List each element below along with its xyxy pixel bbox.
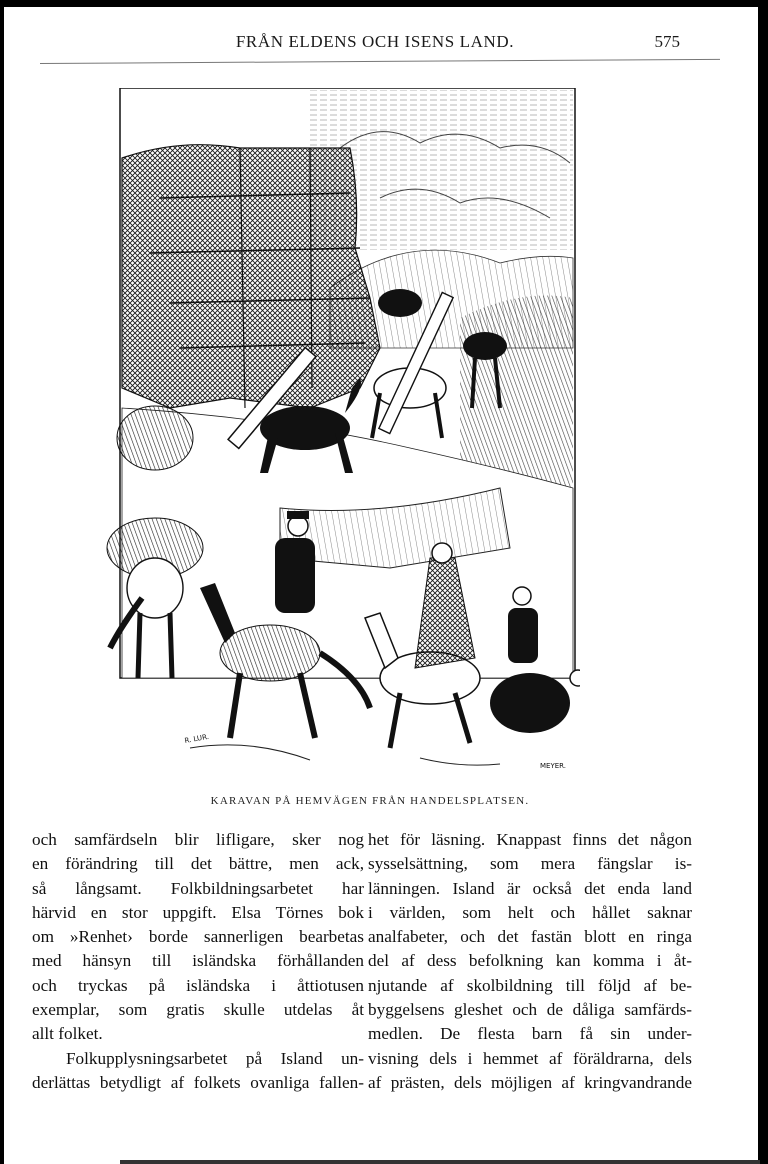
text-line: länningen. Island är också det enda land (368, 878, 692, 898)
paragraph-start-line: Folkupplysningsarbetet på Island un- (66, 1048, 364, 1068)
text-column-left (32, 828, 364, 1095)
scan-border-bottom (120, 1160, 760, 1164)
text-line: så långsamt. Folkbildningsarbetet har (32, 878, 364, 898)
artist-signature-left: R. LUR. (183, 732, 210, 745)
running-title: FRÅN ELDENS OCH ISENS LAND. (235, 32, 515, 51)
artist-signature-right: MEYER. (540, 762, 567, 770)
text-line: analfabeter, och det fastän blott en ringa (368, 927, 692, 947)
text-column-right (368, 828, 692, 1095)
text-line: af prästen, dels möjligen af kringvandrande (368, 1072, 692, 1092)
text-line: derlättas betydligt af folkets ovanliga fallen- (32, 1072, 364, 1092)
scan-border-right (758, 0, 768, 1164)
text-line: sysselsättning, som mera fängslar is- (368, 854, 692, 874)
text-line: visning dels i hemmet af föräldrarna, dels (368, 1048, 692, 1068)
scan-border-left (0, 0, 4, 1164)
text-line: om »Renhet› borde sannerligen bearbetas (32, 927, 364, 947)
text-line: het för läsning. Knappast finns det någon (368, 830, 692, 849)
page-number: 575 (654, 32, 680, 51)
text-line: och tryckas på isländska i åttiotusen (32, 975, 364, 995)
scan-border-top (0, 0, 768, 7)
figure-caption: KARAVAN PÅ HEMVÄGEN FRÅN HANDELSPLATSEN. (210, 795, 530, 807)
text-line: med hänsyn till isländska förhållanden (32, 951, 364, 971)
running-head (40, 30, 680, 60)
text-line: del af dess befolkning kan komma i åt- (368, 951, 692, 971)
text-line: njutande af skolbildning till följd af be- (368, 975, 692, 995)
text-line: en förändring till det bättre, men ack, (32, 854, 364, 874)
text-line: exemplar, som gratis skulle utdelas åt (32, 1000, 364, 1020)
text-line: i världen, som helt och hållet saknar (368, 902, 692, 922)
text-line: medlen. De flesta barn få sin under- (368, 1024, 692, 1044)
text-line: härvid en stor uppgift. Elsa Törnes bok (32, 902, 364, 922)
text-line: allt folket. (32, 1024, 103, 1044)
text-line: byggelsens gleshet och de dåliga samfärds- (368, 1000, 692, 1020)
text-line: och samfärdseln blir lifligare, sker nog (32, 830, 364, 849)
illustration (80, 88, 580, 788)
engraving-image (80, 88, 580, 788)
